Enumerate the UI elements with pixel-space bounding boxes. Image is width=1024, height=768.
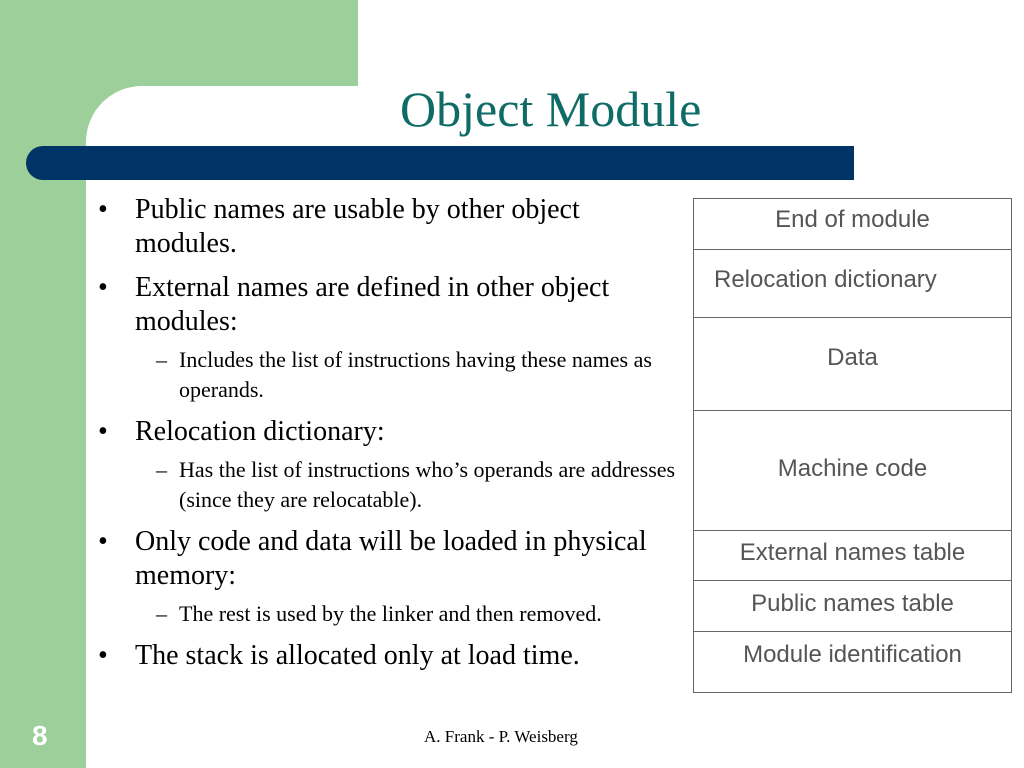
module-section-end-of-module: End of module [694, 199, 1011, 250]
decor-title-bar [26, 146, 854, 180]
module-section-machine-code: Machine code [694, 411, 1011, 531]
module-section-data: Data [694, 318, 1011, 411]
module-section-module-identification: Module identification [743, 641, 962, 668]
module-section-relocation-dictionary: Relocation dictionary [694, 250, 1011, 318]
bullet-item: • Public names are usable by other object modules. [98, 193, 688, 261]
bullet-item: • The stack is allocated only at load time. [98, 639, 688, 673]
sub-bullet-item: – The rest is used by the linker and then removed. [142, 599, 688, 629]
module-section-public-names-table: Public names table [694, 581, 1011, 632]
bullet-list [98, 193, 688, 683]
bullet-item: • External names are defined in other object modules: [98, 271, 688, 339]
page-number: 8 [32, 720, 48, 751]
slide-title: Object Module [400, 81, 702, 137]
bullet-item: • Relocation dictionary: [98, 415, 688, 449]
module-section-external-names-table: External names table [694, 531, 1011, 581]
bullet-item: • Only code and data will be loaded in physical memory: [98, 525, 688, 593]
object-module-layout-table [693, 198, 1012, 693]
sub-bullet-item: – Has the list of instructions who’s operands are addresses (since they are relocatable). [142, 455, 688, 515]
footer-author: A. Frank - P. Weisberg [424, 727, 578, 746]
sub-bullet-item: – Includes the list of instructions having these names as operands. [142, 345, 688, 405]
